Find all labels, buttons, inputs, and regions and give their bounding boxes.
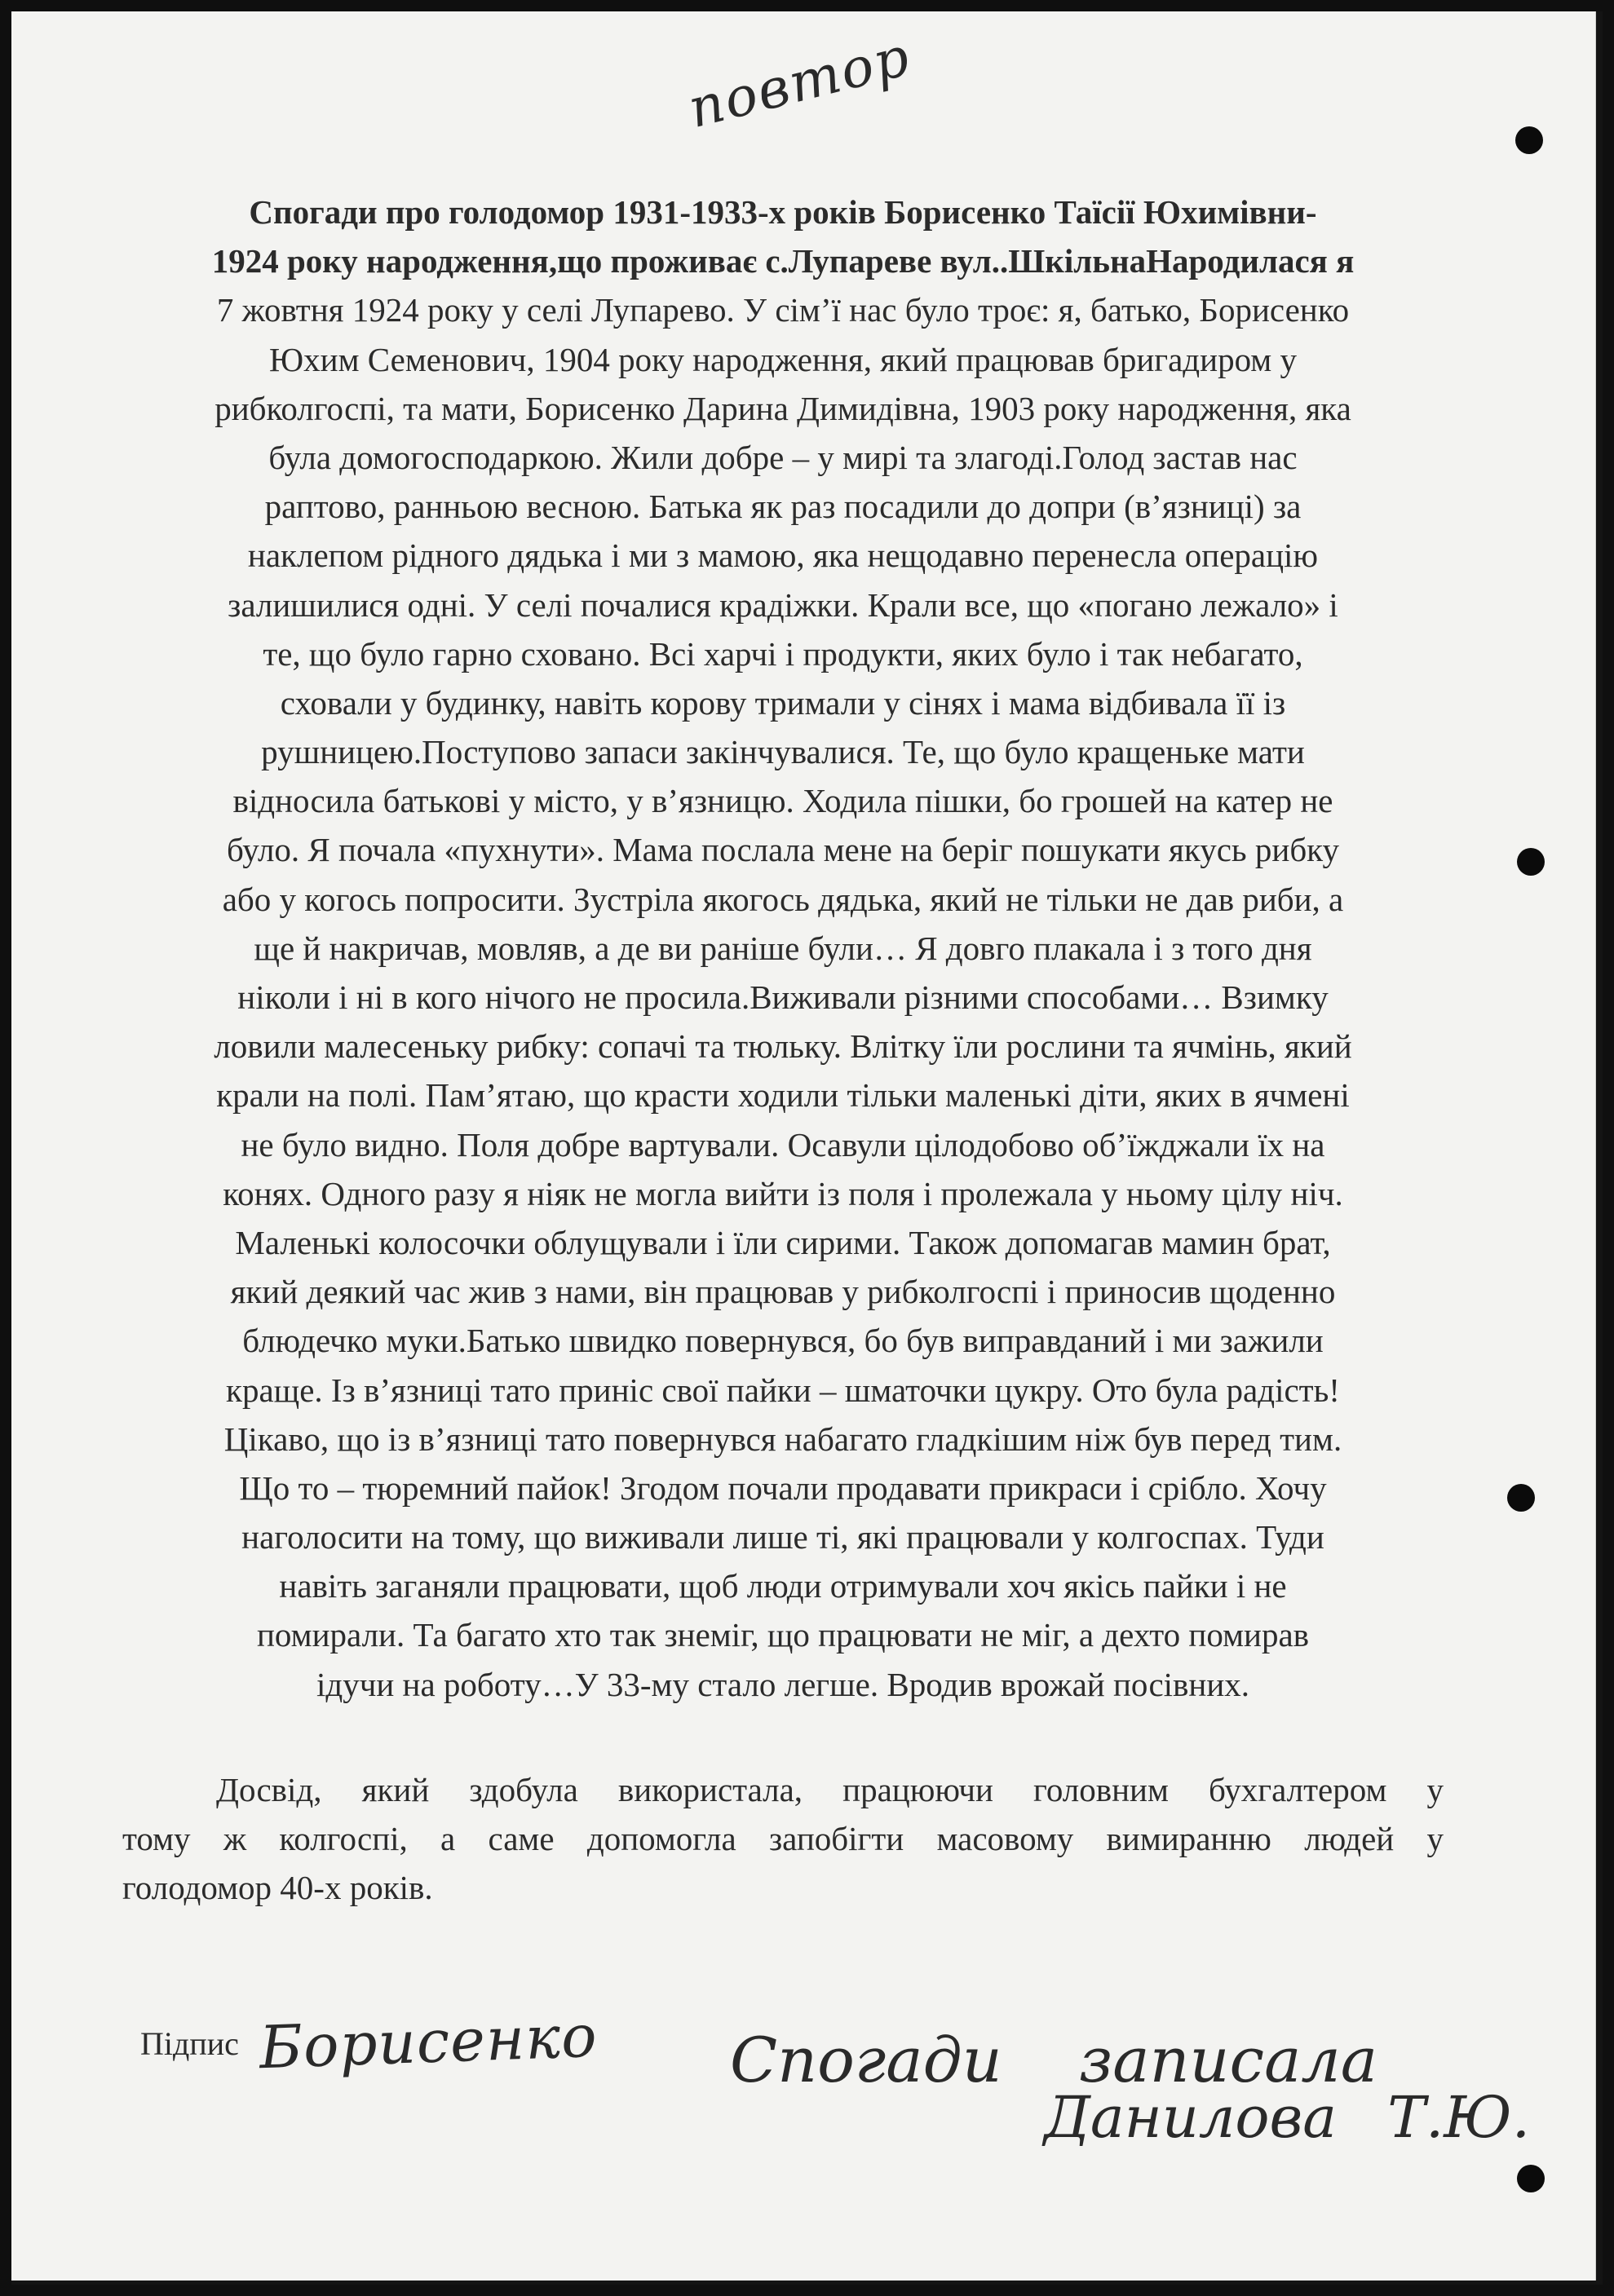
body-line: була домогосподаркою. Жили добре – у мирі та злагоді.Голод застав нас (268, 438, 1298, 476)
body-line: рушницею.Поступово запаси закінчувалися. Те, що було кращеньке мати (261, 733, 1305, 771)
handwritten-note: повтор (682, 24, 917, 140)
body-line: який деякий час жив з нами, він працював у рибколгоспі і приносив щоденно (230, 1273, 1336, 1311)
punch-hole (1517, 2165, 1545, 2192)
signature-label: Підпис (140, 2025, 239, 2062)
body-line: ловили малесеньку рибку: сопачі та тюльку. Влітку їли рослини та ячмінь, який (214, 1027, 1352, 1066)
memoir-text (122, 188, 1444, 1709)
body-line: не було видно. Поля добре вартували. Осавули цілодобово об’їжджали їх на (241, 1125, 1325, 1163)
body-line: Цікаво, що із в’язниці тато повернувся набагато гладкішим ніж був перед тим. (223, 1420, 1342, 1458)
body-line: Маленькі колосочки облущували і їли сирими. Також допомагав мамин брат, (235, 1223, 1331, 1261)
body-line: сховали у будинку, навіть корову тримали у сінях і мама відбивала її із (280, 683, 1286, 722)
body-line: наголосити на тому, що виживали лише ті, які працювали у колгоспах. Туди (241, 1518, 1324, 1556)
punch-hole (1517, 848, 1545, 876)
body-line: те, що було гарно сховано. Всі харчі і продукти, яких було і так небагато, (263, 634, 1303, 673)
body-line: наклепом рідного дядька і ми з мамою, яка нещодавно перенесла операцію (247, 536, 1319, 575)
body-line: тому ж колгоспі, а саме допомогла запобігти масовому вимиранню людей у (122, 1820, 1444, 1858)
body-line: помирали. Та багато хто так знеміг, що працювати не міг, а дехто помирав (256, 1616, 1310, 1654)
punch-hole (1507, 1484, 1535, 1512)
body-line: Що то – тюремний пайок! Згодом почали продавати прикраси і срібло. Хочу (239, 1468, 1327, 1507)
body-line: 7 жовтня 1924 року у селі Лупарево. У сім’ї нас було троє: я, батько, Борисенко (216, 291, 1350, 329)
body-line: або у когось попросити. Зустріла якогось дядька, який не тільки не дав риби, а (222, 880, 1344, 918)
body-line: блюдечко муки.Батько швидко повернувся, бо був виправданий і ми зажили (242, 1322, 1324, 1360)
body-line: крали на полі. Пам’ятаю, що красти ходили тільки маленькі діти, яких в ячмені (216, 1076, 1350, 1115)
punch-hole (1515, 126, 1543, 154)
title-line: Спогади про голодомор 1931-1933-х років Борисенко Таїсії Юхимівни- (249, 193, 1317, 231)
body-line: голодомор 40-х років. (122, 1869, 433, 1907)
body-line: Досвід, який здобула використала, працюючи головним бухгалтером у (216, 1771, 1444, 1808)
body-line: відносила батькові у місто, у в’язницю. Ходила пішки, бо грошей на катер не (232, 782, 1333, 820)
body-line: залишилися одні. У селі почалися крадіжки. Крали все, що «погано лежало» і (228, 585, 1338, 624)
body-line: навіть заганяли працювати, щоб люди отримували хоч якісь пайки і не (279, 1567, 1287, 1605)
handwritten-signature: Борисенко (258, 2001, 599, 2082)
body-line: Юхим Семенович, 1904 року народження, який працював бригадиром у (269, 340, 1297, 378)
body-line: ще й накричав, мовляв, а де ви раніше були… Я довго плакала і з того дня (254, 929, 1312, 967)
body-line: було. Я почала «пухнути». Мама послала мене на беріг пошукати якусь рибку (226, 831, 1340, 869)
body-line: краще. Із в’язниці тато приніс свої пайки – шматочки цукру. Ото була радість! (226, 1371, 1340, 1409)
recorder-note-line1: Спогади записала (730, 2024, 1378, 2096)
body-line: раптово, ранньою весною. Батька як раз посадили до допри (в’язниці) за (264, 488, 1302, 526)
body-line: конях. Одного разу я ніяк не могла вийти із поля і пролежала у ньому цілу ніч. (223, 1174, 1343, 1212)
title-line: 1924 року народження,що проживає с.Лупареве вул..ШкільнаНародилася я (211, 242, 1355, 280)
experience-paragraph (122, 1765, 1444, 1913)
body-line: ніколи і ні в кого нічого не просила.Виживали різними способами… Взимку (237, 978, 1329, 1016)
body-line: ідучи на роботу…У 33-му стало легше. Вродив врожай посівних. (316, 1665, 1250, 1703)
body-line: рибколгоспі, та мати, Борисенко Дарина Димидівна, 1903 року народження, яка (214, 389, 1351, 427)
recorder-note-line2: Данилова Т.Ю. (1044, 2084, 1531, 2151)
